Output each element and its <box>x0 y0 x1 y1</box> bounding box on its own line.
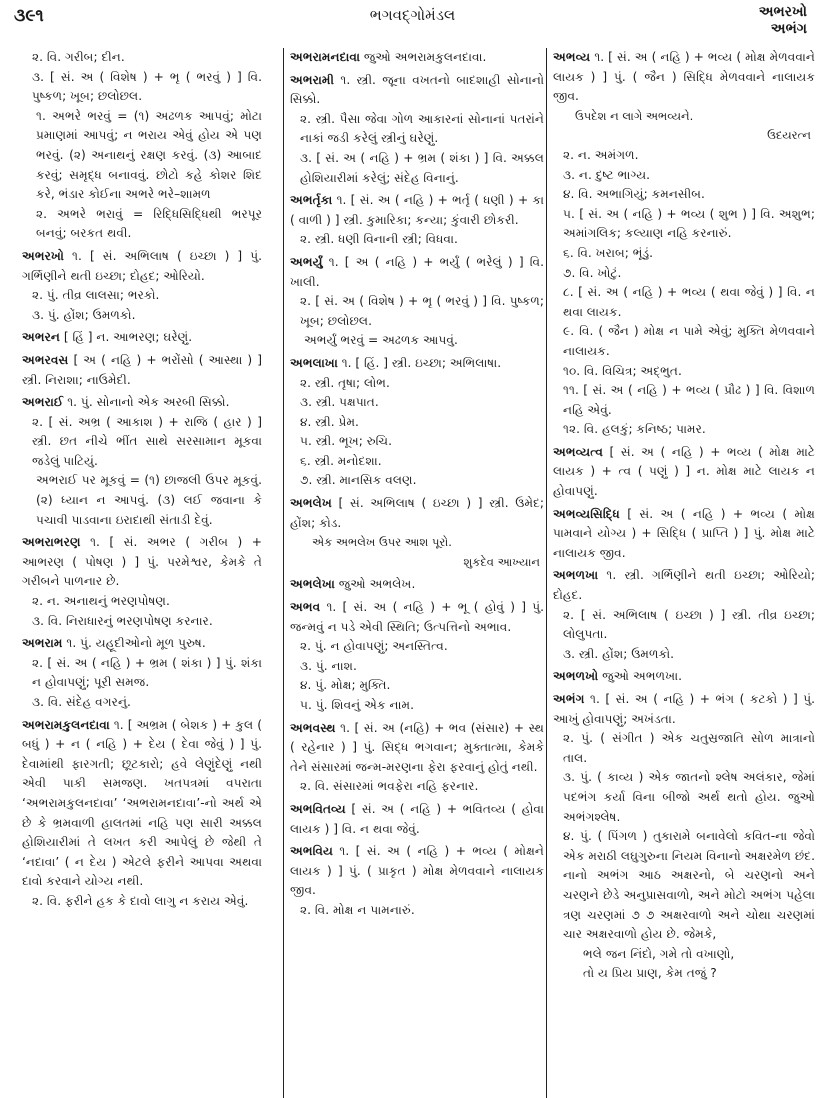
idiom-usage: ૨. અભરે ભરાવું = રિદ્ધિસિદ્ધિથી ભરપૂર બનવું; બરકત થવી. <box>36 206 262 241</box>
sense-text: ૧. સ્ત્રી. જૂના વખતનો બાદશાહી સોનાનો સિક્કો. <box>290 72 544 107</box>
entry-sense <box>290 676 544 696</box>
column-2 <box>283 48 544 1098</box>
dictionary-entry <box>22 716 262 912</box>
entry-sense: ૪. વિ. અભાગિયું; કમનસીબ. <box>563 187 705 202</box>
headword: અભરામકુલનદાવા <box>22 717 110 732</box>
entry-sense <box>22 892 262 912</box>
entry-sense: ૫. [ સં. અ ( નહિ ) + ભવ્ય ( શુભ ) ] વિ. અશુભ; અમાંગલિક; કલ્યાણ નહિ કરનારું. <box>563 206 815 241</box>
sense-text: ૨. પું. તીવ્ર લાલસા; ભરકો. <box>32 288 160 303</box>
headword: અભરાભરણ <box>22 535 81 550</box>
entry-sense <box>290 842 544 901</box>
entry-sense <box>22 716 262 892</box>
entry-sense <box>22 634 262 654</box>
column-3 <box>546 48 815 1098</box>
entry-sense: ૯. વિ. ( જૈન ) મોક્ષ ન પામે એવું; મુક્તિ મેળવવાને નાલાયક. <box>563 324 815 358</box>
entry-sense <box>290 637 544 657</box>
dictionary-entry <box>290 48 544 68</box>
sense-text: ૧. સ્ત્રી. ગર્ભિણીને થતી ઇચ્છા; ઓરિયો; દોહદ. <box>553 568 815 603</box>
sense-text: ૨. સ્ત્રી. તૃષા; લોભ. <box>300 375 390 390</box>
sense-text: ૪. પું. ( પિંગળ ) તુકારામે બનાવેલો કવિત-ના જેવો એક મરાઠી લઘુગુરુના નિયમ વિનાનો અક્ષરમેળ છંદ. નાનો અભંગ આઠ અક્ષરનો, બે ચરણનો અને ચરણને છેડે અનુપ્રાસવાળો, અને મોટો અભંગ પહેલા ત્રણ ચરણમાં ૭ ૭ અક્ષરવાળો અને ચોથા ચરણમાં ચાર અક્ષરવાળો હોય છે. જેમકે, <box>563 829 815 942</box>
sense-text: ૩. સ્ત્રી. હોંશ; ઉમળકો. <box>563 646 675 661</box>
guide-word-first: અભરખો <box>758 4 807 20</box>
dictionary-columns <box>0 48 825 1098</box>
dictionary-entry <box>553 667 815 687</box>
sense-text: ૩. સ્ત્રી. પક્ષપાત. <box>300 395 379 410</box>
entry-sense <box>290 230 544 250</box>
headword: અભર્તૃકા <box>290 193 333 208</box>
entry-sense <box>290 71 544 110</box>
dictionary-entry <box>22 351 262 390</box>
entry-sense <box>553 768 815 827</box>
entry-sense: ૬. વિ. ખરાબ; ભૂંડું. <box>563 245 654 260</box>
quotation: ઉપદેશ ન લાગે અભવ્યને. <box>575 108 694 123</box>
page-number: ૩૯૧ <box>14 6 44 26</box>
book-title: ભગવદ્ગોમંડલ <box>369 6 456 24</box>
headword: અભવ <box>290 600 321 615</box>
entry-sense <box>290 413 544 433</box>
entry-sense <box>22 393 262 413</box>
sense-text: ૨. [ સં. અ ( નહિ ) + ભ્રમ ( શંકા ) ] પું. શંકા ન હોવાપણું; પૂરી સમજ. <box>32 655 262 690</box>
entry-sense <box>22 247 262 286</box>
entry-sense: ૧૧. [ સં. અ ( નહિ ) + ભવ્ય ( પ્રૌઢ ) ] વિ. વિશાળ નહિ એવું. <box>563 383 815 417</box>
entry-sense <box>290 393 544 413</box>
citation-source: શુકદેવ આખ્યાન <box>463 554 540 569</box>
entry-sense <box>290 374 544 394</box>
entry-sense <box>22 654 262 693</box>
entry-sense <box>290 253 544 292</box>
sense-text: ૩. [ સં. અ ( નહિ ) + ભ્રમ ( શંકા ) ] વિ. અક્કલ હોશિયારીમાં કરેલું; સંદેહ વિનાનું. <box>300 150 544 185</box>
entry-sense <box>290 657 544 677</box>
headword: અભંગ <box>553 692 585 706</box>
entry-sense <box>22 693 262 713</box>
dictionary-entry <box>290 191 544 250</box>
headword: અભરાઈ <box>22 395 64 410</box>
dictionary-entry <box>290 575 544 595</box>
entry-sense <box>290 110 544 149</box>
sense-text: ૩. પું. ( કાવ્ય ) એક જાતનો શ્લેષ અલંકાર, જેમાં પદભંગ કર્યા વિના બીજો અર્થ થતો હોય. જુઓ અભંગશ્લેષ. <box>563 770 815 824</box>
sense-text: ૭. સ્ત્રી. માનસિક વલણ. <box>300 473 417 488</box>
idiom-usage: અભરાઈ પર મૂકવું = (૧) છાજલી ઉપર મૂકવું. (૨) ધ્યાન ન આપવું. (૩) લઈ જવાના કે પચાવી પાડવાના ઇરાદાથી સંતાડી દેવું. <box>36 473 262 527</box>
headword: અભળખો <box>553 669 599 684</box>
sense-text: ૧. [ સં. અ ( નહિ ) + ભર્તૃ ( ધણી ) + કા ( વાળી ) ] સ્ત્રી. કુમારિકા; કન્યા; કુંવારી છોકરી. <box>290 193 544 227</box>
sense-text: ૧. [ હિં. ] સ્ત્રી. ઇચ્છા; અભિલાષા. <box>341 355 502 370</box>
dictionary-entry <box>290 800 544 839</box>
headword: અભલાખા <box>290 355 338 370</box>
verse-line: ભલે જન નિંદો, ગમે તો વખાણો, <box>583 946 735 961</box>
sense-text: જુઓ અભરામકુલનદાવા. <box>363 50 487 64</box>
dictionary-entry <box>290 719 544 797</box>
headword: અભળખા <box>553 568 599 583</box>
entry-sense: ૧૦. વિ. વિચિત્ર; અદ્ભુત. <box>563 363 682 378</box>
headword: અભવિતવ્ય <box>290 801 346 816</box>
sense-text: ૩. વિ. નિરાધારનું ભરણપોષણ કરનાર. <box>32 613 213 628</box>
entry-sense <box>22 328 262 348</box>
sense-text: [ સં. અ ( નહિ ) + ભવિતવ્ય ( હોવા લાયક ) ] વિ. ન થવા જેવું. <box>290 801 544 836</box>
headword: અભરન <box>22 330 60 345</box>
entry-sense: ૮. [ સં. અ ( નહિ ) + ભવ્ય ( થવા જેવું ) ] વિ. ન થવા લાયક. <box>563 285 815 319</box>
sense-text: ૩. પું. હોંશ; ઉમળકો. <box>32 307 136 322</box>
headword: અભવ્ય <box>553 50 591 64</box>
entry-sense <box>290 696 544 716</box>
entry-sense <box>553 690 815 729</box>
entry-sense <box>290 494 544 533</box>
dictionary-entry <box>22 393 262 530</box>
dictionary-entry <box>22 328 262 348</box>
sense-text: ૨. વિ. ગરીબ; દીન. <box>32 50 125 64</box>
sense-text: ૧. [ સં. અભિલાષ ( ઇચ્છા ) ] પું. ગર્ભિણીને થતી ઇચ્છા; દોહદ; ઓરિયો. <box>22 248 262 283</box>
entry-sense <box>22 592 262 612</box>
sense-text: ૧. [ સં. અ ( નહિ ) + ભંગ ( કટકો ) ] પું. આખું હોવાપણું; અખંડતા. <box>553 692 815 726</box>
page-header <box>0 0 825 44</box>
entry-sense <box>22 68 262 107</box>
sense-text: ૩. [ સં. અ ( વિશેષ ) + ભૃ ( ભરવું ) ] વિ. પુષ્કળ; ખૂબ; છલોછલ. <box>32 69 262 104</box>
sense-text: ૨. [ સં. અ ( વિશેષ ) + ભૃ ( ભરવું ) ] વિ. પુષ્કળ; ખૂબ; છલોછલ. <box>300 294 544 328</box>
entry-sense <box>22 306 262 326</box>
sense-text: ૨. વિ. ફરીને હક કે દાવો લાગુ ન કરાય એવું. <box>32 893 249 908</box>
entry-sense <box>290 575 544 595</box>
entry-sense <box>22 533 262 592</box>
entry-sense: ૩. ન. દુષ્ટ ભાગ્ય. <box>563 167 651 182</box>
sense-text: ૩. પું. નાશ. <box>300 658 357 673</box>
sense-text: ૨. પું. ન હોવાપણું; અનસ્તિત્વ. <box>300 639 448 654</box>
sense-text: ૪. પું. મોક્ષ; મુક્તિ. <box>300 678 391 693</box>
dictionary-entry <box>290 354 544 491</box>
entry-sense <box>22 413 262 472</box>
sense-text: ૧. [ સં. અ (નહિ) + ભવ (સંસાર) + સ્થ ( રહેનાર ) ] પું. સિદ્ધ ભગવાન; મુક્તાત્મા, કેમકે તેને સંસારમાં જન્મ-મરણના ફેરા ફરવાનું હોતું નથી. <box>290 720 544 774</box>
entry-sense: ૨. ન. અમંગળ. <box>563 147 639 162</box>
headword: અભવસ્થ <box>290 720 336 735</box>
idiom-usage: ૧. અભરે ભરવું = (૧) અઢળક આપવું; મોટા પ્રમાણમાં આપવું; ન ભરાય એવું હોય એ પણ ભરવું. (૨) અનાથનું રક્ષણ કરવું. (૩) આબાદ કરવું; સમૃદ્ધ બનાવવું. છોટો કહે કોશર શિદ કરે, ભંડાર કોઈના અભરે ભરે–શામળ <box>36 108 262 202</box>
entry-sense <box>553 645 815 665</box>
entry-sense <box>290 432 544 452</box>
dictionary-entry <box>553 566 815 664</box>
entry-sense <box>290 777 544 797</box>
dictionary-entry <box>22 48 262 244</box>
sense-text: ૧. [ સં. અ ( નહિ ) + ભવ્ય ( મોક્ષને લાયક ) ] પું. ( પ્રાકૃત ) મોક્ષ મેળવવાને નાલાયક જીવ. <box>290 844 544 898</box>
headword: અભવ્યસિદ્ધિ <box>553 506 620 521</box>
dictionary-entry <box>22 533 262 631</box>
verse-line: તો ય પ્રિય પ્રાણ, કેમ તજું ? <box>583 966 717 981</box>
entry-sense <box>22 48 262 68</box>
sense-text: [ સં. અ ( નહિ ) + ભવ્ય ( મોક્ષ પામવાને યોગ્ય ) + સિદ્ધિ ( પ્રાપ્તિ ) ] પું. મોક્ષ માટે નાલાયક જીવ. <box>553 506 815 560</box>
dictionary-entry <box>290 598 544 716</box>
dictionary-entry <box>553 505 815 564</box>
headword: અભરખો <box>22 248 64 263</box>
sense-text: ૬. સ્ત્રી. મનોદશા. <box>300 453 382 468</box>
entry-sense <box>290 354 544 374</box>
headword: અભર્યું <box>290 254 323 269</box>
entry-sense <box>553 505 815 564</box>
sense-text: ૧. [ સં. અ ( નહિ ) + ભૂ ( હોવું ) ] પું. જન્મવું ન પડે એવી સ્થિતિ; ઉત્પત્તિનો અભાવ. <box>290 600 544 634</box>
entry-sense <box>290 149 544 188</box>
entry-sense <box>290 191 544 230</box>
sense-text: ૩. વિ. સંદેહ વગરનું. <box>32 695 131 709</box>
headword: અભવિય <box>290 844 333 859</box>
sense-text: ૨. ન. અનાથનું ભરણપોષણ. <box>32 594 170 609</box>
entry-sense <box>553 606 815 645</box>
entry-sense <box>553 48 815 107</box>
sense-text: ૪. સ્ત્રી. પ્રેમ. <box>300 414 359 429</box>
entry-sense: ૧૨. વિ. હલકું; કનિષ્ઠ; પામર. <box>563 422 706 437</box>
citation-source: ઉદયરત્ન <box>767 128 811 143</box>
headword: અભલેખ <box>290 496 332 511</box>
entry-sense <box>290 452 544 472</box>
entry-sense <box>22 286 262 306</box>
sense-text: ૧. [ સં. અ ( નહિ ) + ભવ્ય ( મોક્ષ મેળવવાને લાયક ) ] પું. ( જૈન ) સિદ્ધિ મેળવવાને નાલાયક જીવ. <box>553 50 815 104</box>
headword: અભરવસ <box>22 352 69 367</box>
headword: અભરામ <box>22 636 63 651</box>
sense-text: [ સં. અ ( નહિ ) + ભવ્ય ( મોક્ષ માટે લાયક ) + ત્વ ( પણું ) ] ન. મોક્ષ માટે લાયક ન હોવાપણું. <box>553 444 815 499</box>
sense-text: ૨. વિ. સંસારમાં ભવફેરા નહિ ફરનાર. <box>300 779 479 794</box>
entry-sense <box>553 443 815 502</box>
entry-sense: ૭. વિ. ખોટું. <box>563 265 622 280</box>
entry-sense <box>290 598 544 637</box>
headword: અભરામનદાવા <box>290 50 360 64</box>
headword: અભલેખા <box>290 577 335 592</box>
sense-text: [ સં. અભિલાષ ( ઇચ્છા ) ] સ્ત્રી. ઉમેદ; હોંશ; કોડ. <box>290 496 544 530</box>
sense-text: ૧. [ અભ્રમ ( બેશક ) + કુલ ( બધું ) + ન ( નહિ ) + દેય ( દેવા જેવું ) ] પું. દેવામાંથી ફારગતી; છૂટકારો; હવે લેણુંદેણું નથી એવી પાકી સમજણ. ખતપત્રમાં વપરાતા ‘અભરામકુલનદાવા’ ‘અભરામનદાવા’-નો અર્થ એ છે કે ભ્રમવાળી હાલતમાં નહિ પણ સારી અક્કલ હોશિયારીમાં તે લખત કરી આપેલું છે જેથી તે ‘નદાવા’ ( ન દેય ) એટલે ફરીને આપવા અથવા દાવો કરવાને યોગ્ય નથી. <box>22 717 262 889</box>
dictionary-entry <box>553 690 815 984</box>
sense-text: ૫. સ્ત્રી. ભૂખ; રુચિ. <box>300 434 393 449</box>
idiom-usage: અભર્યું ભરવું = અઢળક આપવું. <box>304 333 458 348</box>
entry-sense <box>290 48 544 68</box>
sense-text: ૨. [ સં. અભ્ર ( આકાશ ) + રાજિ ( હાર ) ] સ્ત્રી. છત નીચે ભીંત સાથે સરસામાન મૂકવા જડેલું પાટિયું. <box>32 414 262 468</box>
sense-text: ૧. [ સં. અભર ( ગરીબ ) + આભરણ ( પોષણ ) ] પું. પરમેશ્વર, કેમકે તે ગરીબને પાળનાર છે. <box>22 535 262 589</box>
sense-text: ૨. [ સં. અભિલાષ ( ઇચ્છા ) ] સ્ત્રી. તીવ્ર ઇચ્છા; લોલુપતા. <box>563 607 815 642</box>
column-1 <box>22 48 262 1098</box>
entry-sense <box>553 667 815 687</box>
entry-sense <box>22 612 262 632</box>
entry-sense <box>553 566 815 605</box>
guide-words <box>759 4 807 38</box>
entry-sense <box>290 800 544 839</box>
sense-text: ૨. સ્ત્રી. પૈસા જેવા ગોળ આકારનાં સોનાનાં પતરાંને નાકાં જડી કરેલું સ્ત્રીનું ઘરેણું. <box>300 111 544 146</box>
entry-sense <box>290 901 544 921</box>
sense-text: ૨. સ્ત્રી. ધણી વિનાની સ્ત્રી; વિધવા. <box>300 232 458 247</box>
entry-sense <box>553 729 815 768</box>
headword: અભવ્યત્વ <box>553 444 603 459</box>
sense-text: જુઓ અભળખા. <box>602 669 682 684</box>
dictionary-entry <box>290 494 544 572</box>
sense-text: ૧. [ અ ( નહિ ) + ભર્યું ( ભરેલું ) ] વિ. ખાલી. <box>290 254 544 289</box>
dictionary-entry <box>290 842 544 920</box>
sense-text: ૫. પું. શિવનું એક નામ. <box>300 698 414 712</box>
dictionary-entry <box>22 634 262 712</box>
entry-sense <box>290 292 544 331</box>
sense-text: [ અ ( નહિ ) + ભરોંસો ( આસ્થા ) ] સ્ત્રી. નિરાશા; નાઉમેદી. <box>22 352 262 387</box>
sense-text: ૨. વિ. મોક્ષ ન પામનારું. <box>300 902 415 917</box>
sense-text: [ હિં ] ન. આભરણ; ઘરેણું. <box>63 330 193 345</box>
sense-text: ૧. પું. સોનાનો એક અરબી સિક્કો. <box>67 395 230 410</box>
headword: અભરામી <box>290 72 334 87</box>
dictionary-entry <box>22 247 262 325</box>
sense-text: ૧. પું. યહૂદીઓનો મૂળ પુરુષ. <box>66 636 206 651</box>
sense-text: ૨. પું. ( સંગીત ) એક ચતુસ્રજાતિ સોળ માત્રાનો તાલ. <box>563 731 815 765</box>
sense-text: જુઓ અભલેખ. <box>338 577 416 592</box>
dictionary-entry <box>290 71 544 189</box>
guide-word-last: અભંગ <box>770 21 807 37</box>
dictionary-entry <box>553 443 815 502</box>
dictionary-entry <box>290 253 544 351</box>
dictionary-entry <box>553 48 815 440</box>
entry-sense <box>553 827 815 945</box>
entry-sense <box>290 471 544 491</box>
quotation: એક અભલેખ ઉપર આશ પૂરો. <box>312 535 452 550</box>
entry-sense <box>22 351 262 390</box>
entry-sense <box>290 719 544 778</box>
